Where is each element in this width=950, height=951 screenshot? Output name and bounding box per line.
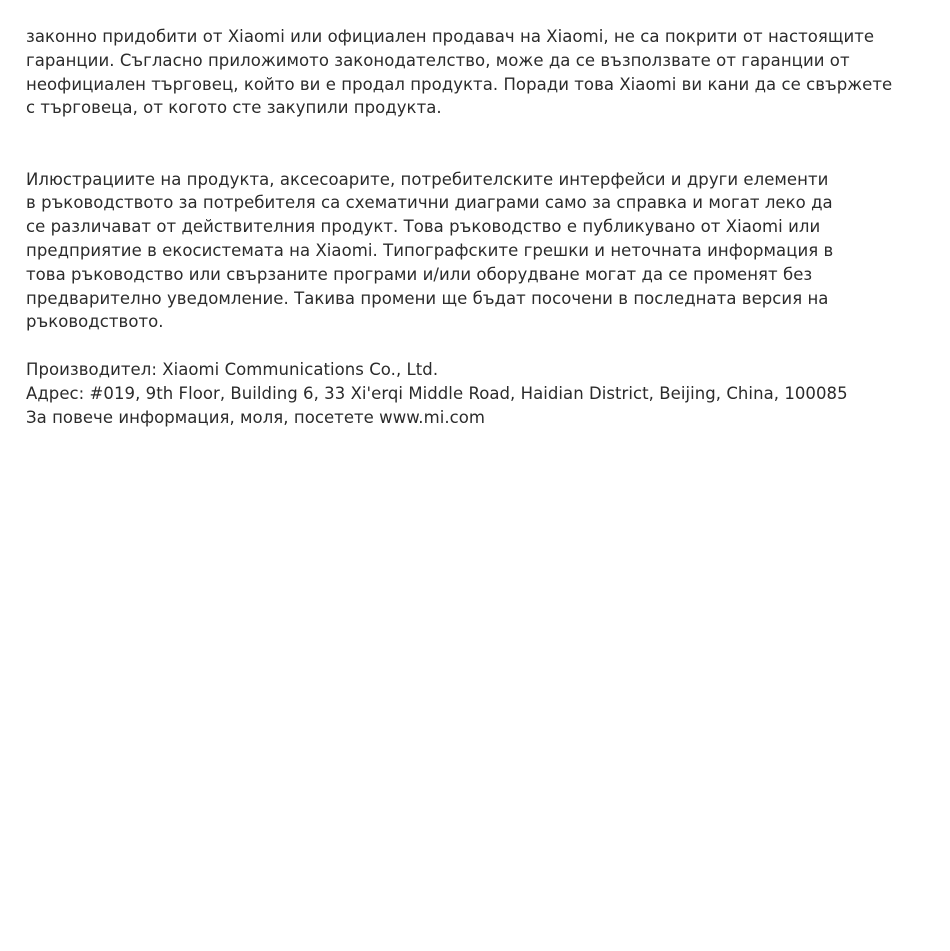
paragraph-spacer: [26, 120, 931, 168]
disclaimer-line: ръководството.: [26, 312, 164, 332]
disclaimer-line: в ръководството за потребителя са схематични диаграми само за справка и могат леко да: [26, 193, 833, 213]
manufacturer-name: Производител: Xiaomi Communications Co., Ltd.: [26, 360, 439, 380]
warranty-paragraph: [26, 25, 931, 120]
manufacturer-address: Адрес: #019, 9th Floor, Building 6, 33 Xi'erqi Middle Road, Haidian District, Beijing, China, 100085: [26, 383, 848, 403]
disclaimer-line: предварително уведомление. Такива промени ще бъдат посочени в последната версия на: [26, 288, 829, 308]
disclaimer-line: се различават от действителния продукт. Това ръководство е публикувано от Xiaomi или: [26, 217, 821, 237]
warranty-line: гаранции. Съгласно приложимото законодателство, може да се възползвате от гаранции от: [26, 50, 850, 70]
disclaimer-paragraph: [26, 168, 931, 335]
warranty-line: неофициален търговец, който ви е продал продукта. Поради това Xiaomi ви кани да се свържете: [26, 74, 893, 94]
paragraph-spacer: [26, 334, 931, 358]
document-page: [26, 25, 931, 429]
disclaimer-line: предприятие в екосистемата на Xiaomi. Типографските грешки и неточната информация в: [26, 241, 834, 261]
disclaimer-line: това ръководство или свързаните програми и/или оборудване могат да се променят без: [26, 264, 813, 284]
disclaimer-line: Илюстрациите на продукта, аксесоарите, потребителските интерфейси и други елементи: [26, 169, 829, 189]
warranty-line: законно придобити от Xiaomi или официален продавач на Xiaomi, не са покрити от настоящите: [26, 27, 875, 46]
warranty-line: с търговеца, от когото сте закупили продукта.: [26, 98, 442, 118]
manufacturer-block: [26, 358, 931, 429]
more-info-link-text: За повече информация, моля, посетете www.mi.com: [26, 407, 486, 427]
